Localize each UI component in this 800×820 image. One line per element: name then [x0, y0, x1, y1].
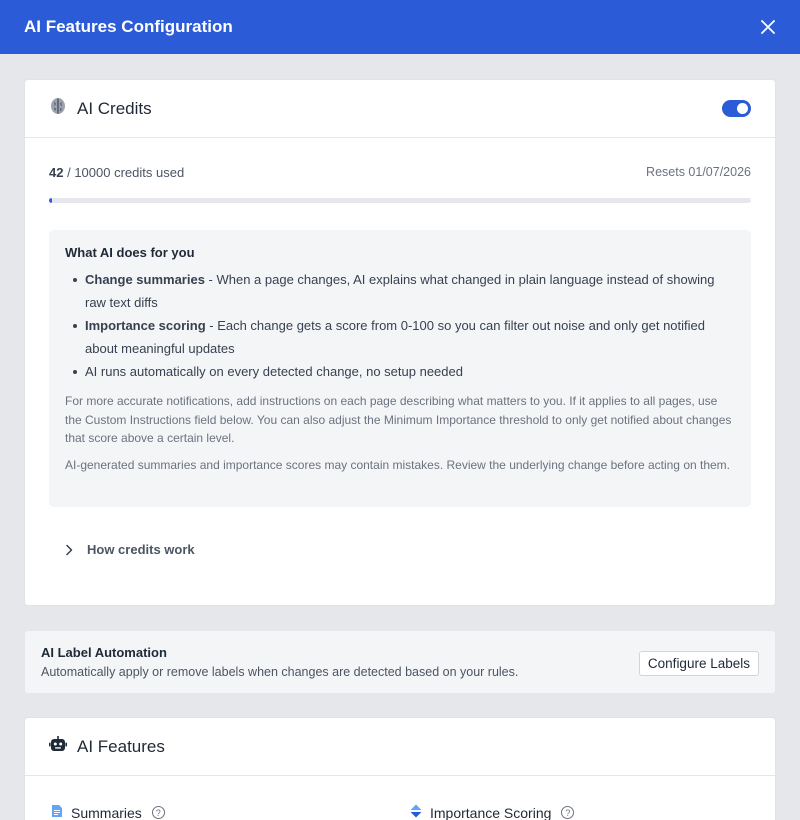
chevron-right-icon	[65, 544, 73, 556]
credits-reset-date: Resets 01/07/2026	[646, 165, 751, 179]
credits-used-text	[49, 165, 184, 180]
summaries-label: Summaries	[71, 804, 142, 820]
bullet-text: - Each change gets a score from 0-100 so you can filter out noise and only get notified about meaningful updates	[85, 318, 705, 356]
toggle-knob	[737, 103, 748, 114]
document-icon	[51, 804, 63, 820]
info-bullet	[73, 314, 735, 360]
credits-progress-bar	[49, 198, 751, 203]
ai-info-box	[49, 230, 751, 507]
info-note-disclaimer: AI-generated summaries and importance scores may contain mistakes. Review the underlying change before acting on them.	[65, 457, 731, 472]
ai-credits-toggle[interactable]	[722, 100, 751, 117]
ai-credits-card	[24, 79, 776, 606]
ai-features-header	[25, 718, 775, 776]
close-button[interactable]	[756, 15, 780, 39]
feature-importance-scoring	[410, 804, 574, 820]
close-icon	[761, 20, 775, 34]
info-bullet	[73, 268, 735, 314]
brain-icon	[49, 97, 67, 120]
help-icon[interactable]: ?	[561, 806, 574, 819]
modal-title: AI Features Configuration	[24, 17, 233, 36]
label-automation-title: AI Label Automation	[41, 645, 167, 660]
credits-progress-fill	[49, 198, 52, 203]
info-title: What AI does for you	[65, 245, 195, 260]
credits-usage-row	[49, 165, 751, 180]
ai-features-card	[24, 717, 776, 820]
help-icon[interactable]: ?	[152, 806, 165, 819]
bullet-text: AI runs automatically on every detected change, no setup needed	[85, 364, 463, 379]
bullet-text: - When a page changes, AI explains what changed in plain language instead of showing raw text diffs	[85, 272, 715, 310]
bullet-bold: Importance scoring	[85, 318, 206, 333]
ai-credits-header	[25, 80, 775, 138]
info-bullet-list	[65, 268, 735, 383]
info-note-instructions: For more accurate notifications, add instructions on each page describing what matters to you. If it applies to all pages, use the Custom Instructions field below. You can also adjust the Minimum Importance threshold to only get notified about changes that score above a certain level.	[65, 394, 732, 445]
sort-icon	[410, 804, 422, 820]
how-credits-expander[interactable]	[65, 542, 195, 557]
importance-scoring-label: Importance Scoring	[430, 804, 552, 820]
credits-used-suffix: / 10000 credits used	[67, 165, 185, 180]
configure-labels-button[interactable]: Configure Labels	[639, 651, 759, 676]
bullet-bold: Change summaries	[85, 272, 205, 287]
ai-credits-heading: AI Credits	[77, 98, 152, 118]
how-credits-label: How credits work	[87, 542, 195, 557]
info-bullet	[73, 360, 735, 383]
label-automation-description: Automatically apply or remove labels when changes are detected based on your rules.	[41, 665, 519, 679]
credits-used-count: 42	[49, 165, 64, 180]
modal-body	[0, 54, 800, 820]
ai-label-automation-card	[24, 630, 776, 694]
modal-header	[0, 0, 800, 54]
feature-summaries	[51, 804, 165, 820]
robot-icon	[49, 735, 67, 758]
ai-features-heading: AI Features	[77, 736, 165, 756]
